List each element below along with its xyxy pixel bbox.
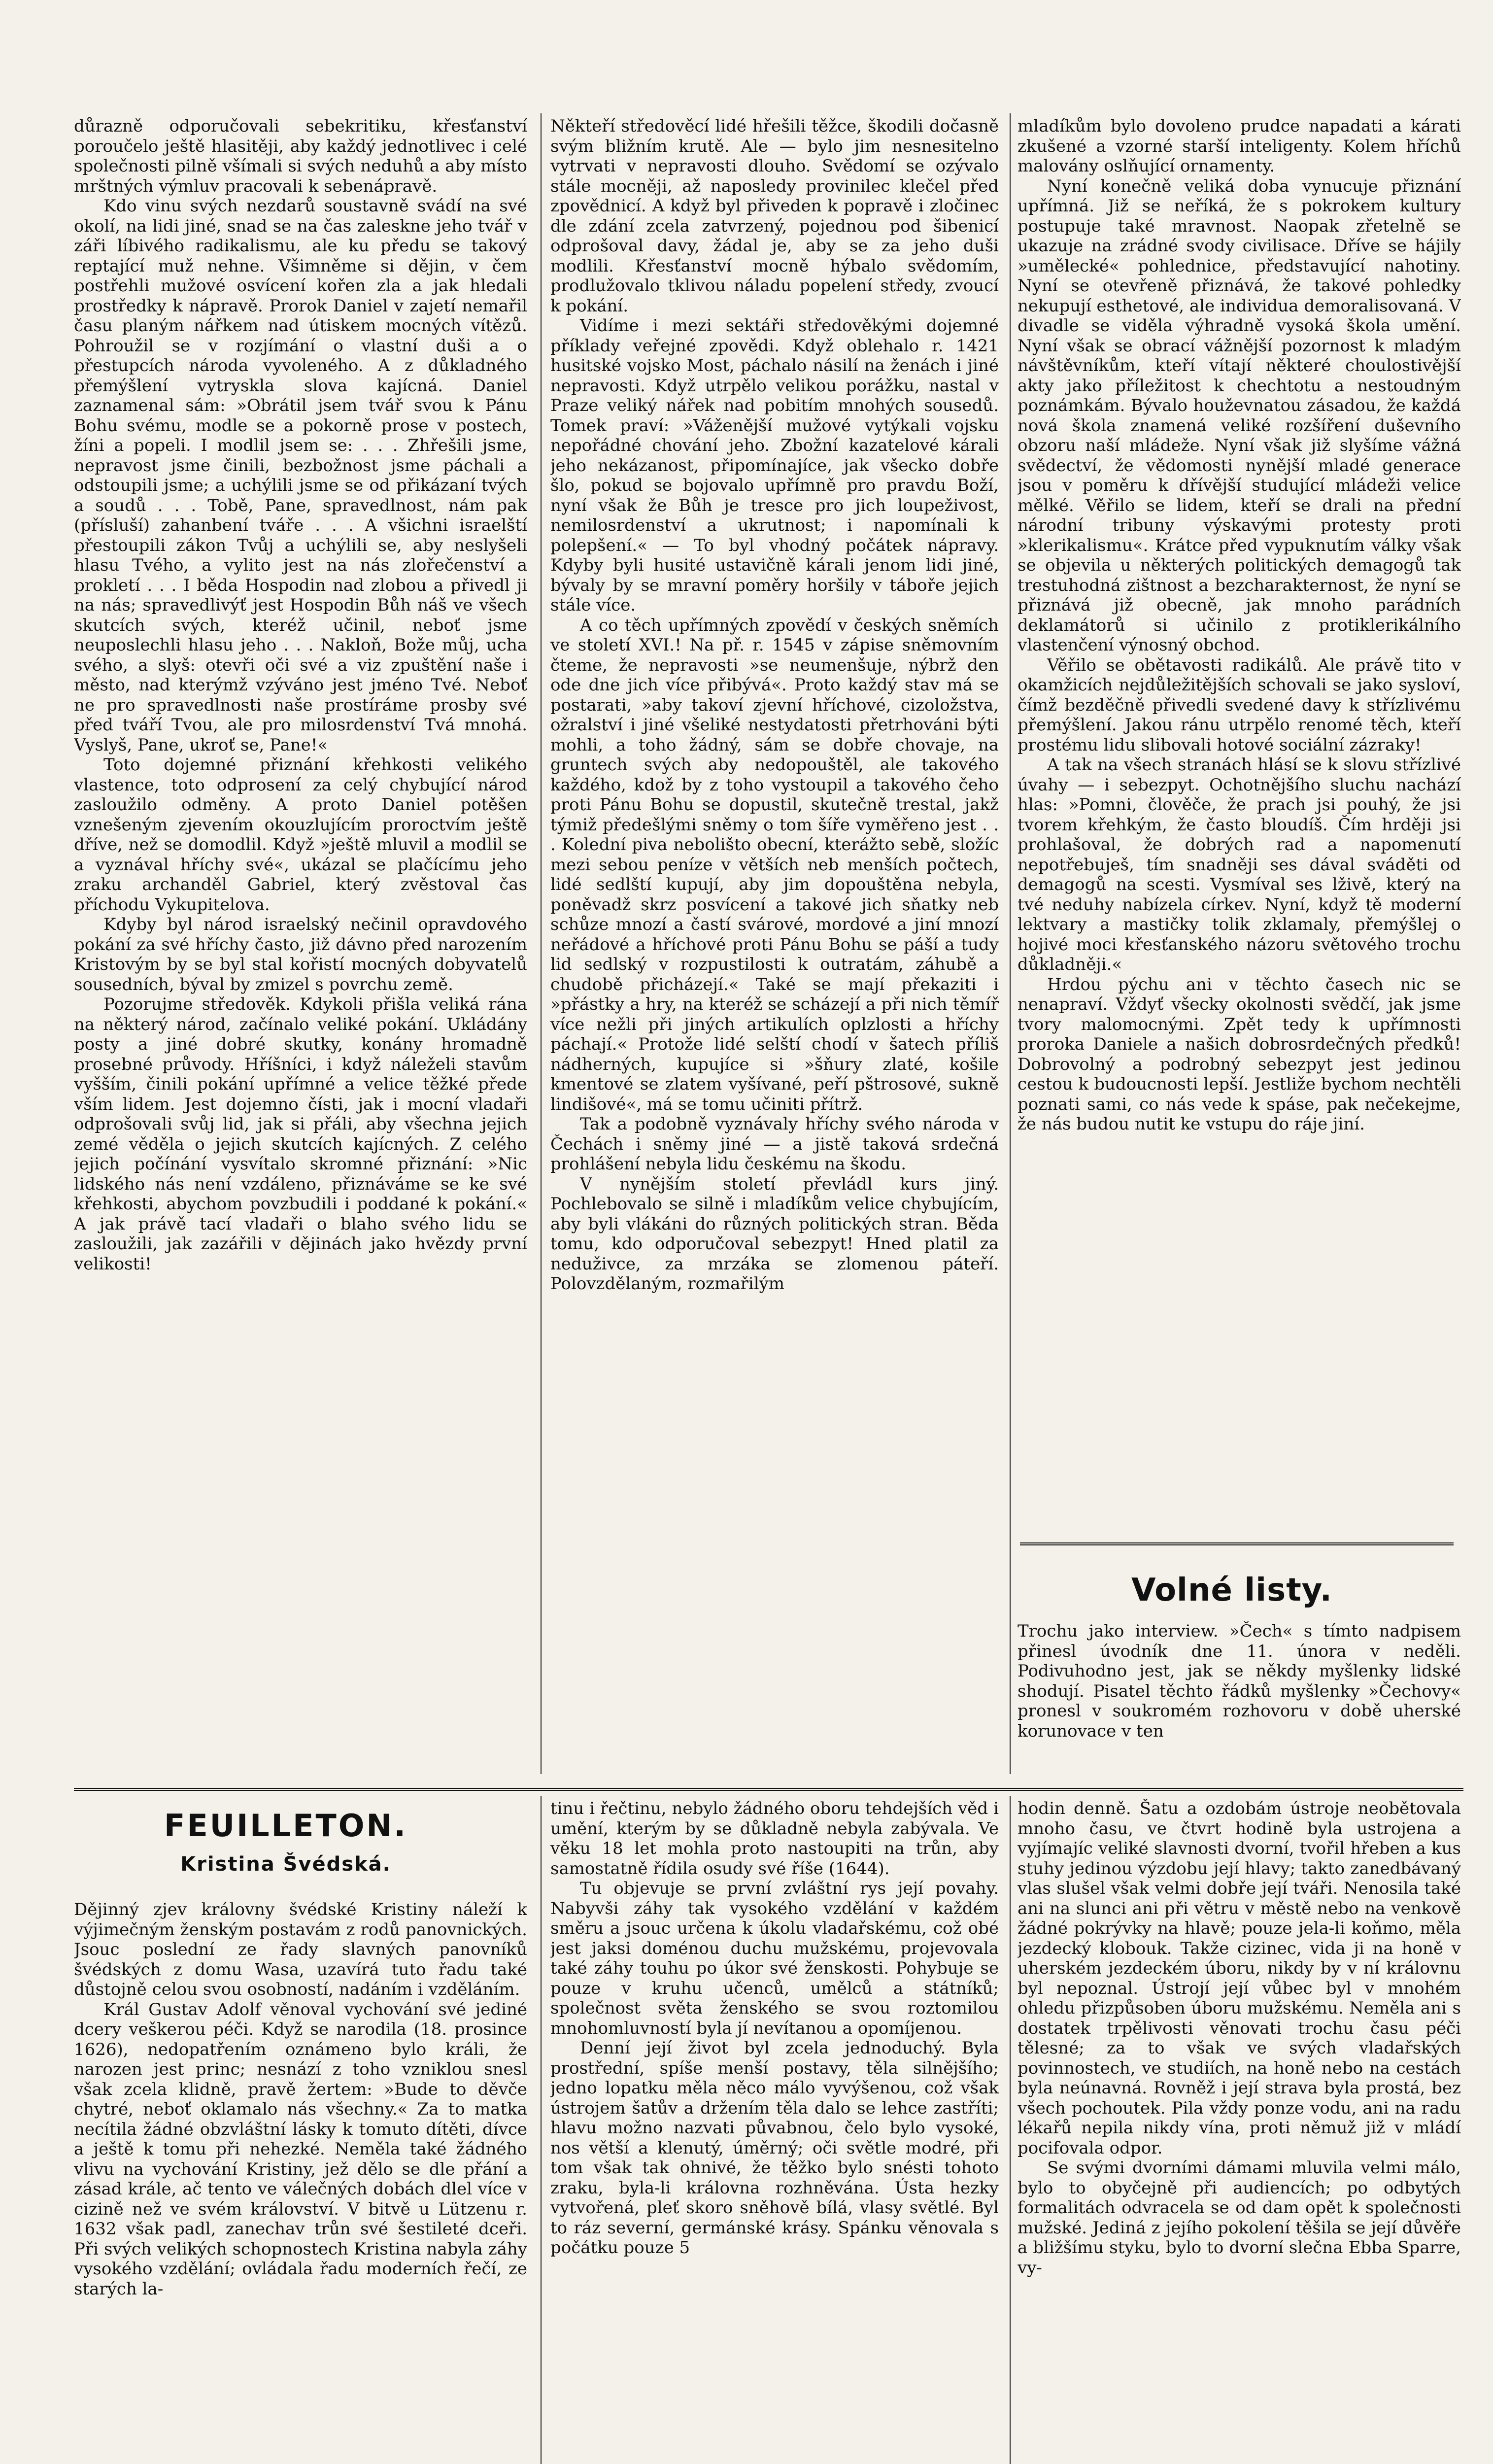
article-column-3 (1018, 116, 1461, 1518)
paragraph: Kdyby byl národ israelský nečinil opravdového pokání za své hříchy často, již dávno před narozením Kristovým by se byl stal kořistí mocných dobyvatelů sousedních, býval by zmizel s povrchu země. (74, 915, 527, 994)
volne-listy-intro (1018, 1621, 1461, 1784)
paragraph: V nynějším století převládl kurs jiný. Pochlebovalo se silně i mladíkům velice chybujícím, aby byli vlákáni do různých politických stran. Běda tomu, kdo odporučoval sebezpyt! Hned platil za neduživce, za mrzáka se zlomenou páteří. Polovzdělaným, rozmařilým (550, 1174, 999, 1294)
column-rule (541, 1796, 542, 2464)
paragraph: Tak a podobně vyznávaly hříchy svého národa v Čechách i sněmy jiné — a jistě taková srdečná prohlášení nebyla lidu českému na škodu. (550, 1114, 999, 1174)
column-rule (541, 113, 542, 1774)
section-title-feuilleton: FEUILLETON. (164, 1808, 407, 1844)
paragraph: Vidíme i mezi sektáři středověkými dojemné příklady veřejné zpovědi. Když oblehalo r. 1421 husitské vojsko Most, páchalo násilí na ženách i jiné nepravosti. Když utrpělo velikou porážku, nastal v Praze veliký nářek nad pobitím mnohých sousedů. Tomek praví: »Váženější mužové vytýkali vojsku nepořádné chování jeho. Zbožní kazatelové kárali jeho nekázanost, připomínajíce, jak všecko dobře šlo, pokud se bojovalo upřímně pro pravdu Boží, nyní však že Bůh je tresce pro jich loupeživost, nemilosrdenství a ukrutnost; i napomínali k polepšení.« — To byl vhodný počátek nápravy. Kdyby byli husité ustavičně kárali jenom lidi jiné, bývaly by se mravní poměry horšily v táboře jejich stále více. (550, 316, 999, 615)
paragraph: Král Gustav Adolf věnoval vychování své jediné dcery veškerou péči. Když se narodila (18. prosince 1626), nedopatřením oznámeno bylo králi, že narozen jest princ; nesnází z toho vzniklou snesl však zcela klidně, pravě žertem: »Bude to děvče chytré, neboť oklamalo nás všechny.« Za to matka necítila žádné obzvláštní lásky k tomuto dítěti, dívce a ještě k tomu při nehezké. Neměla také žádného vlivu na vychování Kristiny, jež dělo se dle přání a zásad krále, ač tento ve válečných dobách dlel více v cizině než ve svém království. V bitvě u Lützenu r. 1632 však padl, zanechav trůn své šestileté dceři. Při svých velikých schopnostech Kristina nabyla záhy vysokého vzdělání; ovládala řadu moderních řečí, ze starých la- (74, 1999, 527, 2299)
paragraph: mladíkům bylo dovoleno prudce napadati a kárati zkušené a vzorné starší inteligenty. Kolem hříchů malovány oslňující ornamenty. (1018, 116, 1461, 176)
paragraph: A co těch upřímných zpovědí v českých sněmích ve století XVI.! Na př. r. 1545 v zápise sněmovním čteme, že nepravosti »se neumenšuje, nýbrž den ode dne jich více přibývá«. Proto každý stav má se postarati, »aby takoví zjevní hříchové, cizoložstva, ožralství i jiné všeliké nestydatosti přetrhováni býti mohli, a toho žádný, sám se dobře chovaje, na gruntech svých aby nedopouštěl, ale takového každého, kdož by z toho vystoupil a takového čeho proti Pánu Bohu se dopustil, skutečně trestal, jakž týmiž předešlými sněmy o tom šíře vyměřeno jest . . . Kolední piva nebolišto obecní, kterážto sebě, složíc mezi sebou peníze v větších neb menších počtech, lidé sedlští kupují, aby jim dopouštěna nebyla, poněvadž skrz posvícení a takové jich sňatky neb schůze mnozí a častí svárové, mordové a jiní mnozí neřádové a hříchové proti Pánu Bohu se páší a tudy lid sedlský v rozpustilosti k outratám, záhubě a chudobě přicházejí.« Také se mají překaziti i »přástky a hry, na kteréž se scházejí a při nich těmíř více nežli při jiných artikulích oplzlosti a hříchy páchají.« Protože lidé selští chodí v šatech příliš nádherných, kupujíce si »šňury zlaté, košile kmentové se zlatem vyšívané, peří pštrosové, sukně lindišové«, má se tomu učiniti přítrž. (550, 615, 999, 1114)
section-divider (74, 1788, 1463, 1791)
paragraph: Kdo vinu svých nezdarů soustavně svádí na své okolí, na lidi jiné, snad se na čas zaleskne jeho tvář v záři líbivého radikalismu, ale ku předu se takový reptající muž nehne. Všimněme si dějin, v čem postřehli mužové osvícení kořen zla a jak hledali prostředky k nápravě. Prorok Daniel v zajetí nemařil času planým nářkem nad útiskem mocných vítězů. Pohroužil se v rozjímání o vlastní duši a o přestupcích národa vyvoleného. A z důkladného přemýšlení vytryskla slova kajícná. Daniel zaznamenal sám: »Obrátil jsem tvář svou k Pánu Bohu svému, modle se a pokorně prose v postech, žíni a popeli. I modlil jsem se: . . . Zhřešili jsme, nepravost jsme činili, bezbožnost jsme páchali a odstoupili jsme; a uchýlili jsme se od přikázaní tvých a soudů . . . Tobě, Pane, spravedlnost, nám pak (přísluší) zahanbení tváře . . . A všichni israelští přestoupili zákon Tvůj a uchýlili se, aby neslyšeli hlasu Tvého, a vylito jest na nás zlořečenství a prokletí . . . I běda Hospodin nad zlobou a přivedl ji na nás; spravedlivýť jest Hospodin Bůh náš ve všech skutcích svých, kteréž učinil, neboť jsme neuposlechli hlasu jeho . . . Nakloň, Bože můj, ucha svého, a slyš: otevři oči své a viz zpuštění naše i město, nad kterýmž vzýváno jest jméno Tvé. Neboť ne pro spravedlnosti naše prostíráme prosby své před tváří Tvou, ale pro milosrdenství Tvá mnohá. Vyslyš, Pane, ukroť se, Pane!« (74, 196, 527, 755)
paragraph: Tu objevuje se první zvláštní rys její povahy. Nabyvši záhy tak vysokého vzdělání v každém směru a jsouc určena k úkolu vladařskému, což obé jest jaksi doménou duchu mužskému, projevovala také záhy touhu po úkor své ženskosti. Pohybuje se pouze v kruhu učenců, umělců a státníků; společnost světa ženského se svou roztomilou mnohomluvností byla jí nevítanou a opomíjenou. (550, 1879, 999, 2038)
paragraph: Někteří středověcí lidé hřešili těžce, škodili dočasně svým bližním krutě. Ale — bylo jim nesnesitelno vytrvati v nepravosti dlouho. Svědomí se ozývalo stále mocněji, až naposledy provinilec klečel před zpovědnicí. A když byl přiveden k popravě i zločinec dle zdání zcela zatvrzený, pojednou pod šibenicí odprošoval davy, žádal je, aby se za jeho duši modlili. Křesťanství mocně hýbalo svědomím, prodlužovalo tklivou náladu popelení středy, zvoucí k pokání. (550, 116, 999, 316)
paragraph: Denní její život byl zcela jednoduchý. Byla prostřední, spíše menší postavy, těla silnějšího; jedno lopatku měla něco málo vyvýšenou, což však ústrojem šatův a držením těla dalo se lehce zastříti; hlavu možno nazvati půvabnou, čelo bylo vysoké, nos větší a klenutý, úměrný; oči světle modré, při tom však tak ohnivé, že těžko bylo snésti tohoto zraku, byla-li královna rozhněvána. Ústa hezky vytvořená, pleť skoro sněhově bílá, vlasy světlé. Byl to ráz severní, germánské krásy. Spánku věnovala s počátku pouze 5 (550, 2038, 999, 2258)
article-column-1 (74, 116, 527, 1789)
column-rule (1010, 113, 1011, 1774)
paragraph: A tak na všech stranách hlásí se k slovu střízlivé úvahy — i sebezpyt. Ochotnějšího sluchu nachází hlas: »Pomni, člověče, že prach jsi pouhý, že jsi tvorem křehkým, že často bloudíš. Čím hrději jsi prohlašoval, že dobrých rad a napomenutí nepotřebuješ, tím snadněji ses dával sváděti od demagogů na scesti. Vysmíval ses lživě, který na tvé neduhy nabízela církev. Nyní, když tě moderní lektvary a mastičky tolik zklamaly, přemýšlej o hojivé moci křesťanského názoru světového trochu důkladněji.« (1018, 755, 1461, 974)
paragraph: Trochu jako interview. »Čech« s tímto nadpisem přinesl úvodník dne 11. února v neděli. Podivuhodno jest, jak se někdy myšlenky lidské shodují. Pisatel těchto řádků myšlenky »Čechovy« pronesl v soukromém rozhovoru v době uherské korunovace v ten (1018, 1621, 1461, 1741)
paragraph: Dějinný zjev královny švédské Kristiny náleží k výjimečným ženským postavám z rodů panovnických. Jsouc poslední ze řady slavných panovníků švédských z domu Wasa, uzavírá tuto řadu také důstojně celou svou osobností, nadáním i vzděláním. (74, 1900, 527, 1999)
paragraph: Toto dojemné přiznání křehkosti velikého vlastence, toto odprosení za celý chybující národ zasloužilo odměny. A proto Daniel potěšen vznešeným zjevením okouzlujícím proroctvím ještě dříve, než se domodlil. Když »ještě mluvil a modlil se a vyznával hříchy své«, ukázal se plačícímu jeho zraku archanděl Gabriel, který zvěstoval čas příchodu Vykupitelova. (74, 755, 527, 915)
paragraph: Pozorujme středověk. Kdykoli přišla veliká rána na některý národ, začínalo veliké pokání. Ukládány posty a jiné dobré skutky, konány hromadně prosebné průvody. Hříšníci, i když náleželi stavům vyšším, činili pokání upřímné a velice těžké přede vším lidem. Jest dojemno čísti, jak i mocní vladaři odprošovali svůj lid, jak si přáli, aby všechna jejich zemé věděla o jejich skutcích kajícných. Z celého jejich počínání vysvítalo skromné přiznání: »Nic lidského nás není vzdáleno, přiznáváme se ke své křehkosti, abychom povzbudili i poddané k pokání.« A jak právě tací vladaři o blaho svého lidu se zasloužili, jak zazářili v dějinách jako hvězdy první velikosti! (74, 994, 527, 1274)
paragraph: Nyní konečně veliká doba vynucuje přiznání upřímná. Již se neříká, že s pokrokem kultury postupuje také mravnost. Naopak zřetelně se ukazuje na zrádné svody civilisace. Dříve se hájily »umělecké« pohlednice, představující nahotiny. Nyní se otevřeně přiznává, že takové pohledky nekupují esthetové, ale individua demoralisovaná. V divadle se viděla výhradně vysoká škola umění. Nyní však se obrací vážnější pozornost k mladým návštěvníkům, kteří vítají některé choulostivější akty jako příležitost k chechtotu a nestoudným poznámkám. Bývalo houževnatou zásadou, že každá nová škola znamená veliké rozšíření duševního obzoru naší mládeže. Nyní však již slyšíme vážná svědectví, že vědomosti nynější mladé generace jsou v poměru k dřívější studující mládeži velice mělké. Věřilo se lidem, kteří se drali na přední národní tribuny výskavými protesty proti »klerikalismu«. Krátce před vypuknutím války však se objevila u některých politických demagogů tak trestuhodná zištnost a bezcharakternost, že nyní se přiznává již obecně, jak mnoho parádních deklamátorů si učinilo z protiklerikálního vlastenčení výnosný obchod. (1018, 176, 1461, 655)
article-column-2 (550, 116, 999, 1784)
paragraph: Věřilo se obětavosti radikálů. Ale právě tito v okamžicích nejdůležitějších schovali se jako sysloví, čímž bezděčně přivedli svedené davy k střízlivému přemýšlení. Jakou ránu utrpělo renomé těch, kteří prostému lidu slibovali hotové sociální zázraky! (1018, 655, 1461, 755)
feuilleton-column-3 (1018, 1799, 1461, 2464)
section-title-volne-listy: Volné listy. (1131, 1572, 1332, 1608)
paragraph: hodin denně. Šatu a ozdobám ústroje neobětovala mnoho času, ve čtvrt hodině byla ustrojena a vyjímajíc veliké slavnosti dvorní, tvořil hřeben a kus stuhy jedinou výzdobu její hlavy; takto zanedbávaný vlas slušel však velmi dobře její tváři. Nenosila také ani na slunci ani při větru v městě nebo na venkově žádné pokrývky na hlavě; pouze jela-li koňmo, měla jezdecký klobouk. Takže cizinec, vida ji na honě v uherském jezdeckém úboru, nikdy by v ní královnu byl nepoznal. Ústrojí její vůbec byl v mnohém ohledu přizpůsoben úboru mužskému. Neměla ani s dostatek trpělivosti věnovati trochu času péči tělesné; za to však ve svých vladařských povinnostech, ve studiích, na honě nebo na cestách byla neúnavná. Rovněž i její strava byla prostá, bez všech pochoutek. Pila vždy ponze vodu, ani na radu lékařů nepila nikdy vína, proti němuž již v mládí pocifovala odpor. (1018, 1799, 1461, 2158)
feuilleton-column-2 (550, 1799, 999, 2464)
paragraph: důrazně odporučovali sebekritiku, křesťanství poroučelo ještě hlasitěji, aby každý jednotlivec i celé společnosti pilně všímali si svých neduhů a aby místo mrštných výmluv pracovali k sebenápravě. (74, 116, 527, 196)
article-title-kristina: Kristina Švédská. (180, 1853, 391, 1876)
paragraph: tinu i řečtinu, nebylo žádného oboru tehdejších věd i umění, kterým by se důkladně nebyla zabývala. Ve věku 18 let mohla proto nastoupiti na trůn, aby samostatně řídila osudy své říše (1644). (550, 1799, 999, 1879)
section-divider (1020, 1542, 1454, 1545)
column-rule (1010, 1796, 1011, 2464)
paragraph: Hrdou pýchu ani v těchto časech nic se nenapraví. Vždyť všecky okolnosti svědčí, jak jsme tvory malomocnými. Zpět tedy k upřímnosti proroka Daniele a našich dobrosrdečných předků! Dobrovolný a podrobný sebezpyt jest jedinou cestou k budoucnosti lepší. Jestliže bychom nechtěli poznati sami, co nás vede k spáse, pak nečekejme, že nás budou nutit ke vstupu do ráje jiní. (1018, 974, 1461, 1134)
paragraph: Se svými dvorními dámami mluvila velmi málo, bylo to obyčejně při audiencích; po odbytých formalitách odvracela se od dam opět k společnosti mužské. Jediná z jejího pokolení těšila se její důvěře a bližšímu styku, bylo to dvorní slečna Ebba Sparre, vy- (1018, 2158, 1461, 2278)
feuilleton-column-1 (74, 1900, 527, 2464)
